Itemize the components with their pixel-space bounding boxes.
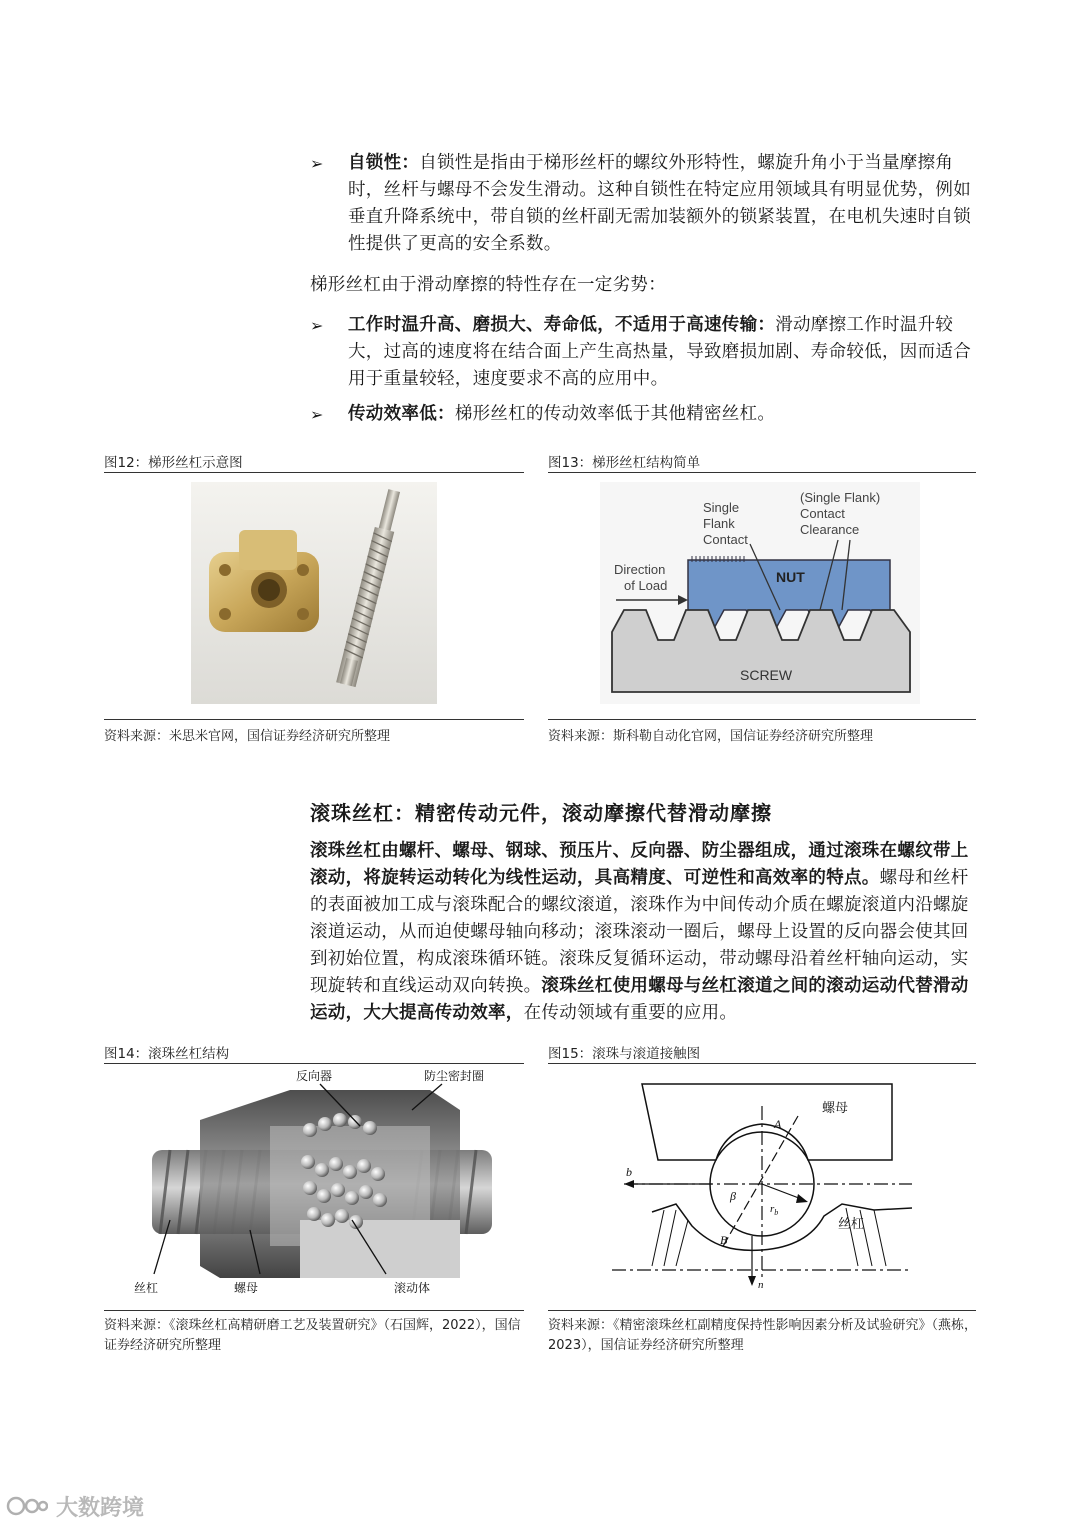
label-of-load: of Load [624, 578, 668, 593]
label-direction: Direction [614, 562, 666, 577]
ball-contact-diagram [612, 1076, 922, 1294]
fig14-image [130, 1070, 510, 1302]
bullet-self-locking [310, 150, 980, 260]
body-text-2: 在传动领域有重要的应用。 [523, 1003, 738, 1023]
fig12-top-rule [104, 472, 524, 473]
intro-text: 梯形丝杠由于滑动摩擦的特性存在一定劣势： [310, 275, 666, 295]
label-screw: 丝杠 [838, 1216, 865, 1231]
label-n: n [758, 1279, 764, 1291]
label-nut: 螺母 [234, 1281, 259, 1295]
fig13-bottom-rule [548, 719, 976, 720]
trapezoidal-screw-diagram [600, 482, 920, 704]
label-point-a: A [774, 1117, 782, 1131]
label-rb-sub: b [774, 1208, 779, 1217]
label-contact-2: Contact [800, 506, 845, 521]
section-body [310, 838, 978, 1023]
fig13-top-rule [548, 472, 976, 473]
label-nut: NUT [776, 569, 805, 585]
bullet-text: 滑动摩擦工作时温升较大，过高的速度将在结合面上产生高热量，导致磨损加剧、寿命较低，因而适合用于重量较轻，速度要求不高的应用中。 [348, 315, 971, 389]
bullet-temperature [310, 312, 980, 394]
fig14-bottom-rule [104, 1310, 524, 1311]
label-rb-main: r [770, 1203, 775, 1215]
bullet-efficiency [310, 401, 980, 429]
fig13-title: 图13：梯形丝杠结构简单 [548, 455, 701, 471]
bullet-bold: 传动效率低： [348, 404, 455, 424]
fig14-source: 资料来源：《滚珠丝杠高精研磨工艺及装置研究》（石国辉，2022），国信证券经济研究所整理 [104, 1318, 521, 1353]
fig15-source: 资料来源：《精密滚珠丝杠副精度保持性影响因素分析及试验研究》（燕栋，2023），国信证券经济研究所整理 [548, 1318, 978, 1353]
trapezoidal-screw-illustration [191, 482, 437, 704]
fig12-bottom-rule [104, 719, 524, 720]
fig12-source: 资料来源：米思米官网，国信证券经济研究所整理 [104, 729, 391, 744]
label-single-flank: (Single Flank) [800, 490, 881, 505]
fig13-image [600, 482, 920, 704]
ball-screw-illustration [130, 1070, 510, 1302]
label-contact: Contact [703, 532, 748, 547]
body-bold-2: 滚珠丝杠使用螺母与丝杠滚道之间的滚动运动代替滑动运动，大大提高传动效率， [310, 976, 969, 1023]
label-flank: Flank [703, 516, 735, 531]
bullet-text: 梯形丝杠的传动效率低于其他精密丝杠。 [454, 404, 776, 424]
bullet-arrow-icon: ➢ [310, 405, 324, 424]
bullet-bold: 工作时温升高、磨损大、寿命低，不适用于高速传输： [348, 315, 776, 335]
label-reverser: 反向器 [296, 1070, 333, 1083]
watermark-logo-icon [6, 1494, 48, 1518]
watermark-text: 大数跨境 [56, 1495, 145, 1521]
label-b: b [626, 1165, 632, 1179]
fig12-image [191, 482, 437, 704]
fig15-top-rule [548, 1063, 976, 1064]
label-point-b: B [720, 1233, 728, 1247]
label-beta: β [730, 1189, 736, 1203]
label-clearance: Clearance [800, 522, 860, 537]
label-rb [770, 1203, 778, 1217]
fig12-title: 图12：梯形丝杠示意图 [104, 455, 243, 471]
section-heading: 滚珠丝杠：精密传动元件，滚动摩擦代替滑动摩擦 [310, 801, 772, 825]
bullet-bold: 自锁性： [348, 153, 420, 173]
bullet-arrow-icon: ➢ [310, 316, 324, 335]
body-bold-1: 滚珠丝杠由螺杆、螺母、钢球、预压片、反向器、防尘器组成，通过滚珠在螺纹带上滚动，将旋转运动转化为线性运动，具高精度、可逆性和高效率的特点。 [310, 841, 969, 888]
bullet-arrow-icon: ➢ [310, 154, 324, 173]
bullet-text: 自锁性是指由于梯形丝杆的螺纹外形特性，螺旋升角小于当量摩擦角时，丝杆与螺母不会发生滑动。这种自锁性在特定应用领域具有明显优势，例如垂直升降系统中，带自锁的丝杆副无需加装额外的锁紧装置，在电机失速时自锁性提供了更高的安全系数。 [348, 153, 971, 254]
label-dust-seal: 防尘密封圈 [424, 1070, 485, 1083]
label-nut: 螺母 [822, 1100, 849, 1115]
label-screw: SCREW [740, 667, 793, 683]
fig15-bottom-rule [548, 1310, 976, 1311]
watermark [6, 1490, 144, 1522]
fig14-title: 图14：滚珠丝杠结构 [104, 1046, 230, 1062]
fig14-top-rule [104, 1063, 524, 1064]
fig13-source: 资料来源：斯科勒自动化官网，国信证券经济研究所整理 [548, 729, 874, 744]
body-text-1: 螺母和丝杆的表面被加工成与滚珠配合的螺纹滚道，滚珠作为中间传动介质在螺旋滚道内沿螺旋滚道运动，从而迫使螺母轴向移动；滚珠滚动一圈后，螺母上设置的反向器会使其回到初始位置，构成滚珠循环链。滚珠反复循环运动，带动螺母沿着丝杆轴向运动，实现旋转和直线运动双向转换。 [310, 868, 969, 996]
label-single: Single [703, 500, 740, 515]
label-screw: 丝杠 [134, 1281, 159, 1295]
fig15-title: 图15：滚珠与滚道接触图 [548, 1046, 701, 1062]
fig15-image [612, 1076, 922, 1294]
label-ball: 滚动体 [394, 1281, 431, 1295]
